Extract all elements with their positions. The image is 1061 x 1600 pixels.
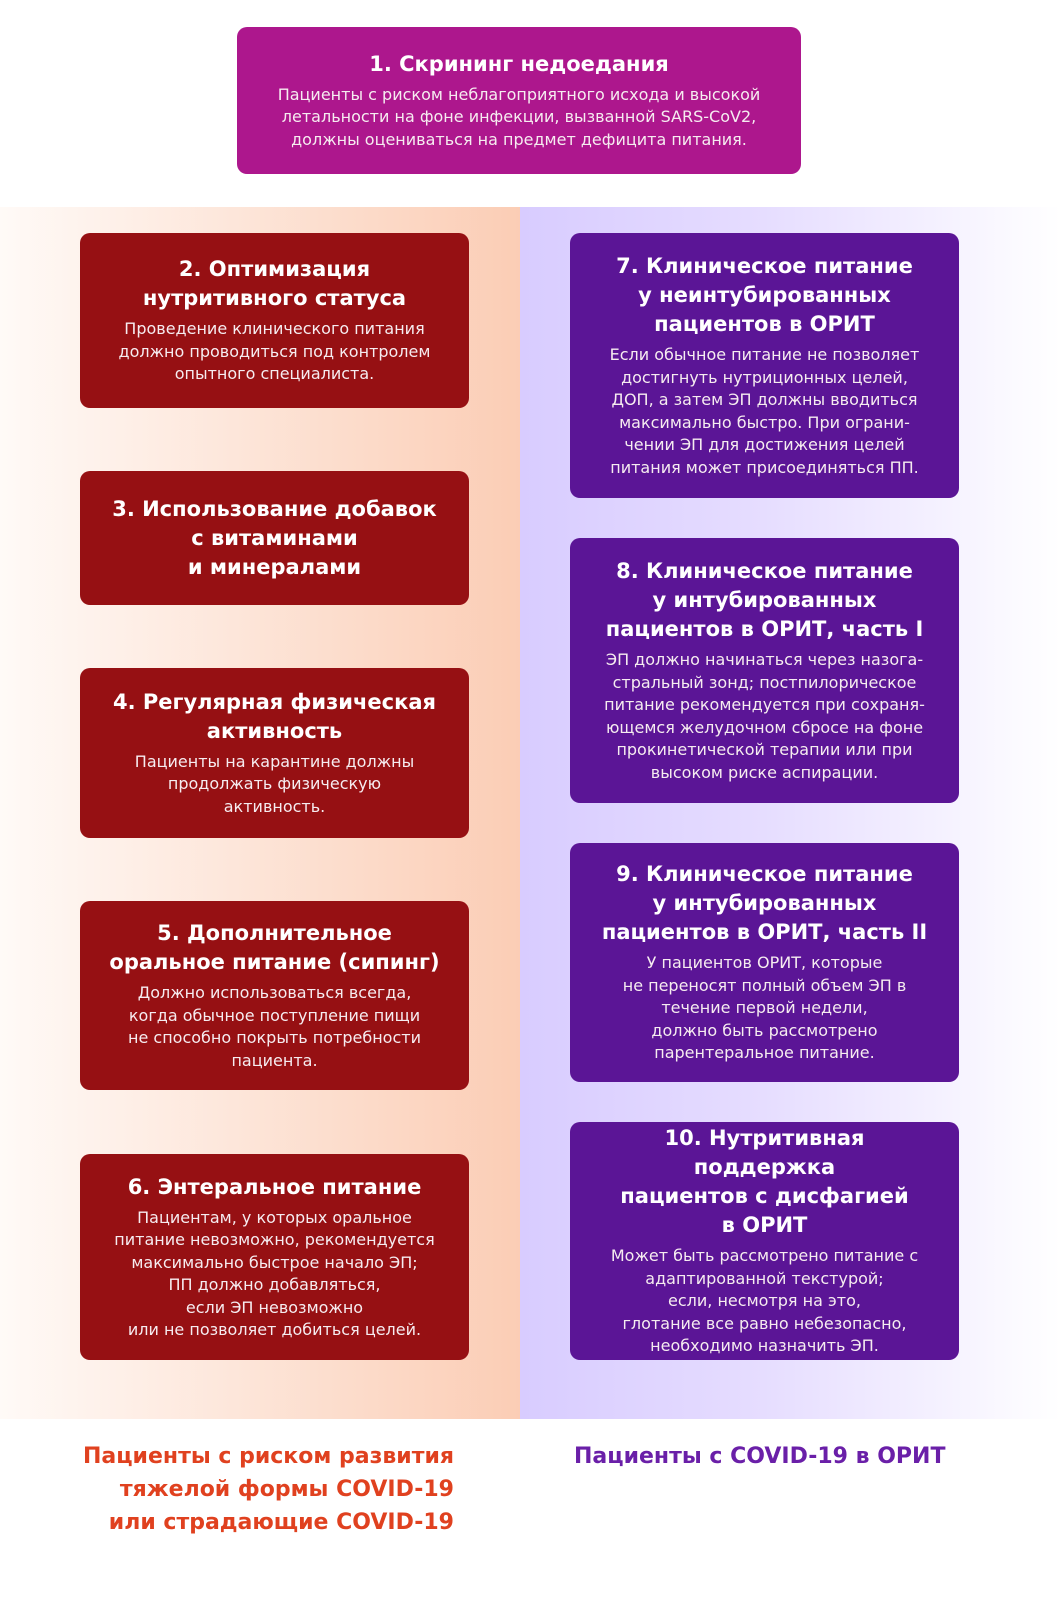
screening-text: Пациенты с риском неблагоприятного исхода и высокой летальности на фоне инфекции, вызванной SARS-CoV2, должны оцениваться на предмет дефицита питания. (277, 84, 761, 149)
box-title: 8. Клиническое питание у интубированных пациентов в ОРИТ, часть I (605, 559, 924, 641)
legend-left: Пациенты с риском развития тяжелой формы COVID-19 или страдающие COVID-19 (82, 1444, 454, 1535)
right-box-9-intubated-part-2 (570, 843, 959, 1082)
screening-box (237, 27, 801, 174)
box-title: 4. Регулярная физическая активность (112, 689, 437, 743)
box-text: Может быть рассмотрено питание с адаптированной текстурой; если, несмотря на это, глотание все равно небезопасно, необходимо назначить ЭП. (610, 1246, 919, 1356)
screening-title: 1. Скрининг недоедания (369, 51, 669, 76)
left-box-6-enteral-nutrition (80, 1154, 469, 1360)
box-text: Пациентам, у которых оральное питание невозможно, рекомендуется максимально быстрое начало ЭП; ПП должно добавляться, если ЭП невозможно или не позволяет добиться целей. (114, 1207, 435, 1339)
box-title: 7. Клиническое питание у неинтубированных пациентов в ОРИТ (616, 254, 913, 336)
box-title: 5. Дополнительное оральное питание (сипинг) (109, 921, 440, 974)
left-box-3-vitamins-minerals (80, 471, 469, 605)
box-text: У пациентов ОРИТ, которые не переносят полный объем ЭП в течение первой недели, должно быть рассмотрено парентеральное питание. (622, 953, 907, 1063)
right-box-7-non-intubated (570, 233, 959, 498)
left-box-4-physical-activity (80, 668, 469, 838)
box-title: 6. Энтеральное питание (127, 1174, 422, 1199)
box-text: Пациенты на карантине должны продолжать физическую активность. (134, 751, 415, 816)
left-box-5-oral-nutrition (80, 901, 469, 1090)
legend-right: Пациенты с COVID-19 в ОРИТ (574, 1444, 946, 1469)
box-text: Должно использоваться всегда, когда обычное поступление пищи не способно покрыть потребности пациента. (128, 983, 421, 1070)
right-box-8-intubated-part-1 (570, 538, 959, 803)
box-text: Проведение клинического питания должно проводиться под контролем опытного специалиста. (118, 319, 431, 384)
box-title: 9. Клиническое питание у интубированных пациентов в ОРИТ, часть II (601, 862, 928, 945)
right-box-10-dysphagia (570, 1122, 959, 1360)
box-text: ЭП должно начинаться через назога- стральный зонд; постпилорическое питание рекомендуется при сохраня- ющемся желудочном сбросе на фоне прокинетической терапии или при высоком риске аспирации. (604, 650, 925, 782)
box-title: 3. Использование добавок с витаминами и минералами (112, 496, 437, 579)
box-text: Если обычное питание не позволяет достигнуть нутриционных целей, ДОП, а затем ЭП должны вводиться максимально быстро. При ограни- чении ЭП для достижения целей питания может присоединяться ПП. (609, 345, 920, 477)
left-box-2-nutritional-status (80, 233, 469, 408)
box-title: 10. Нутритивная поддержка пациентов с дисфагией в ОРИТ (620, 1126, 909, 1238)
box-title: 2. Оптимизация нутритивного статуса (142, 257, 407, 311)
